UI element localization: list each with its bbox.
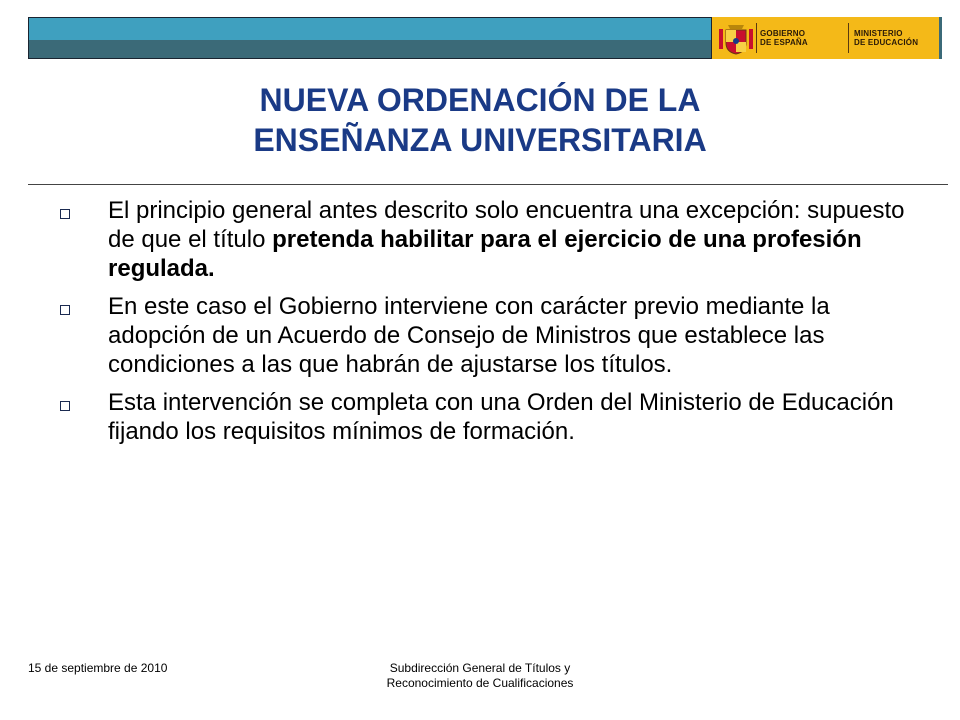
slide-title-line-2: ENSEÑANZA UNIVERSITARIA <box>253 122 707 158</box>
logo-divider <box>848 23 849 53</box>
bullet-text: Esta intervención se completa con una Orden del Ministerio de Educación fijando los requisitos mínimos de formación. <box>108 389 894 445</box>
slide-title-line-1: NUEVA ORDENACIÓN DE LA <box>259 82 701 118</box>
bullet-text-emphasis: pretenda habilitar para el ejercicio de una profesión regulada. <box>108 226 862 282</box>
title-divider <box>28 184 948 185</box>
logo-text-gobierno: GOBIERNO DE ESPAÑA <box>760 29 808 47</box>
bullet-text: En este caso el Gobierno interviene con carácter previo mediante la adopción de un Acuerdo de Consejo de Ministros que establece las condiciones a las que habrán de ajustarse los títulos. <box>108 293 830 378</box>
logo-divider <box>756 23 757 53</box>
footer-date: 15 de septiembre de 2010 <box>28 661 168 675</box>
footer-organization <box>330 661 630 691</box>
bullet-item <box>60 196 920 283</box>
footer-organization-line-1: Subdirección General de Títulos y <box>389 661 571 675</box>
bullet-item <box>60 292 920 379</box>
slide-title <box>80 80 880 160</box>
government-logo <box>712 17 942 59</box>
square-bullet-icon <box>60 305 70 315</box>
footer-organization-line-2: Reconocimiento de Cualificaciones <box>386 676 574 690</box>
header-bar <box>28 17 712 59</box>
bullet-item <box>60 388 920 446</box>
header-bar-top-stripe <box>29 18 711 40</box>
square-bullet-icon <box>60 209 70 219</box>
bullet-text: El principio general antes descrito solo encuentra una excepción: supuesto de que el título <box>108 197 905 253</box>
square-bullet-icon <box>60 401 70 411</box>
coat-of-arms-icon <box>718 21 754 55</box>
logo-text-ministerio: MINISTERIO DE EDUCACIÓN <box>854 29 919 47</box>
header-bar-bottom-stripe <box>29 40 711 58</box>
bullet-list <box>60 196 920 455</box>
